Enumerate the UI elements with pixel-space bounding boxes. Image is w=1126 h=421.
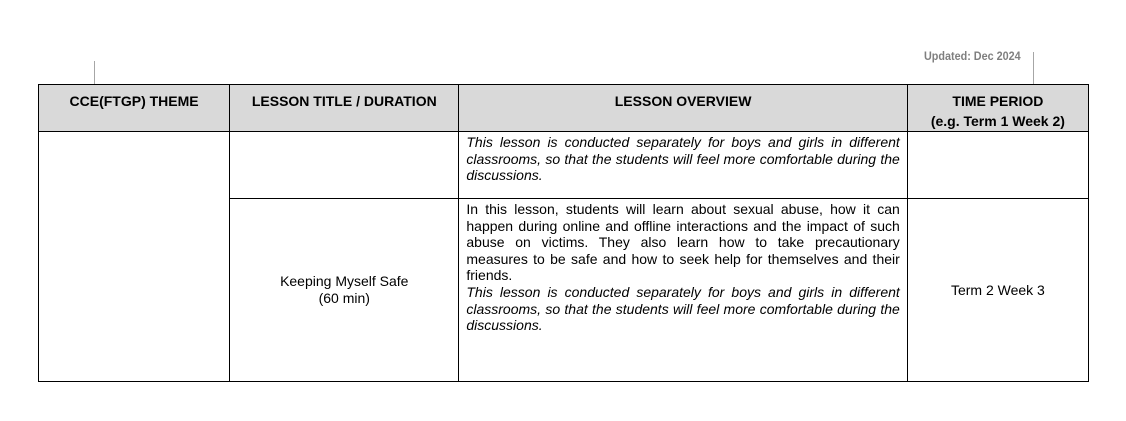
overview-note: This lesson is conducted separately for boys and girls in different classrooms, so that the students will feel more comfortable during the discussions. — [466, 134, 900, 184]
time-period-cell — [907, 132, 1088, 199]
column-header-time-period: TIME PERIOD (e.g. Term 1 Week 2) — [907, 85, 1088, 132]
column-header-theme: CCE(FTGP) THEME — [39, 85, 230, 132]
overview-cell — [459, 199, 907, 382]
column-header-overview: LESSON OVERVIEW — [459, 85, 907, 132]
overview-note: This lesson is conducted separately for boys and girls in different classrooms, so that the students will feel more comfortable during the discussions. — [466, 283, 900, 334]
theme-cell — [39, 132, 230, 382]
crop-mark-left-vertical — [94, 61, 95, 84]
lesson-table — [38, 84, 1089, 382]
overview-cell — [459, 132, 907, 199]
table-row — [39, 132, 1089, 199]
column-header-lesson-title: LESSON TITLE / DURATION — [230, 85, 459, 132]
time-period-cell: Term 2 Week 3 — [907, 199, 1088, 382]
lesson-title-cell — [230, 132, 459, 199]
overview-text: In this lesson, students will learn about sexual abuse, how it can happen during online and offline interactions and the impact of such abuse on victims. They also learn how to take precautionary measures to be safe and how to seek help for themselves and their friends. — [466, 201, 900, 284]
lesson-title-cell — [230, 199, 459, 382]
updated-date: Updated: Dec 2024 — [924, 49, 1021, 63]
crop-mark-right-vertical — [1033, 52, 1034, 84]
table-header-row — [39, 85, 1089, 132]
lesson-duration: (60 min) — [318, 290, 370, 306]
lesson-title: Keeping Myself Safe — [280, 273, 409, 289]
